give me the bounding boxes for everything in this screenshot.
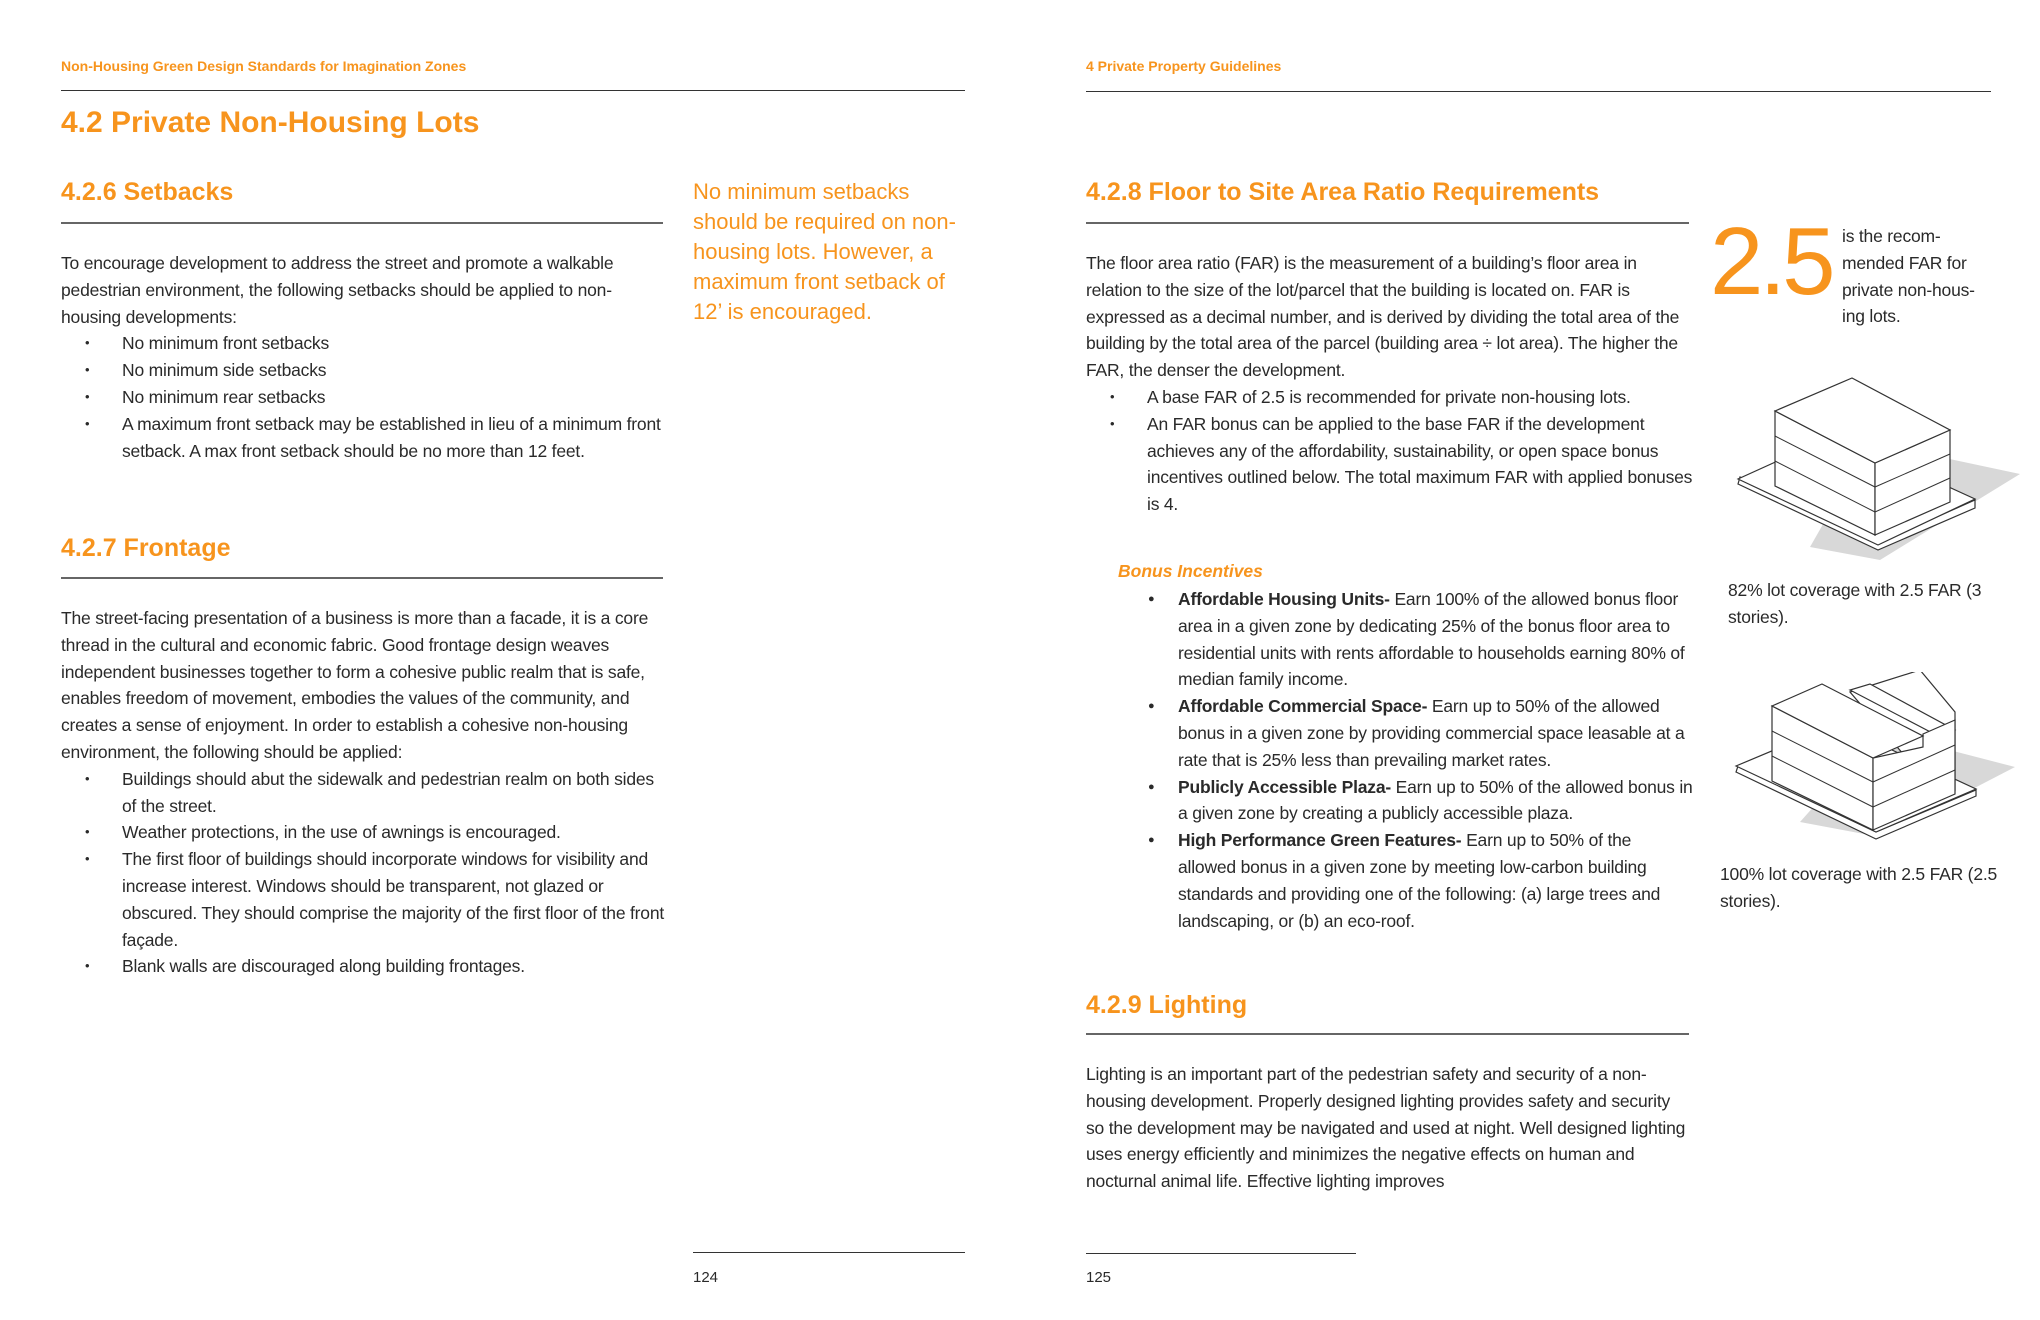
section-rule — [61, 577, 663, 579]
page-title: 4.2 Private Non-Housing Lots — [61, 106, 480, 139]
running-head-left: Non-Housing Green Design Standards for Imagination Zones — [61, 58, 467, 74]
figure2-caption: 100% lot coverage with 2.5 FAR (2.5 stories). — [1720, 864, 1998, 911]
bonus-label: Affordable Commercial Space- — [1178, 696, 1428, 717]
far-body — [1086, 250, 1694, 518]
header-rule — [1086, 91, 1991, 92]
heading-lighting: 4.2.9 Lighting — [1086, 991, 1248, 1019]
list-item: • Buildings should abut the sidewalk and pedestrian realm on both sides of the street. — [61, 766, 669, 820]
setbacks-intro: To encourage development to address the street and promote a walkable pedestrian environment, the following setbacks should be applied to non-housing developments: — [61, 253, 614, 327]
building-diagram-2-5-stories — [1730, 672, 2030, 847]
footer-rule — [693, 1252, 965, 1253]
bonus-label: Affordable Housing Units- — [1178, 589, 1390, 609]
list-item: • A base FAR of 2.5 is recommended for private non-housing lots. — [1086, 384, 1694, 411]
heading-far: 4.2.8 Floor to Site Area Ratio Requirements — [1086, 178, 1600, 206]
bonus-label: Publicly Accessible Plaza- — [1178, 776, 1392, 797]
list-item: • Blank walls are discouraged along building frontages. — [61, 953, 669, 980]
bonus-text: Earn up to 50% of the allowed bonus in a given zone by creating a publicly accessible plaza. — [1178, 776, 1693, 824]
heading-setbacks: 4.2.6 Setbacks — [61, 178, 234, 206]
bonus-text: Earn 100% of the allowed bonus floor area in a given zone by dedicating 25% of the bonus floor area to residential units with rents affordable to households earning 80% of median family income. — [1178, 589, 1685, 690]
list-item: • No minimum front setbacks — [61, 330, 669, 357]
running-head-right: 4 Private Property Guidelines — [1086, 58, 1282, 74]
bonus-list — [1118, 586, 1693, 934]
list-item: • No minimum rear setbacks — [61, 384, 669, 411]
list-item: • The first floor of buildings should incorporate windows for visibility and increase interest. Windows should be transparent, not glazed or obscured. They should comprise the majority of the first floor of the front façade. — [61, 846, 669, 953]
page-number-left: 124 — [693, 1269, 719, 1286]
section-rule — [1086, 1033, 1689, 1035]
list-item: • No minimum side setbacks — [61, 357, 669, 384]
footer-rule — [1086, 1253, 1356, 1254]
page-number-right: 125 — [1086, 1269, 1112, 1286]
bonus-item — [1118, 586, 1693, 693]
frontage-body — [61, 605, 669, 980]
far-intro: The floor area ratio (FAR) is the measurement of a building’s floor area in relation to the size of the lot/parcel that the building is located on. FAR is expressed as a decimal number, and is derived by dividing the total area of the building by the total area of the parcel (building area ÷ lot area). The higher the FAR, the denser the development. — [1086, 253, 1680, 381]
section-rule — [61, 222, 663, 224]
bonus-text: Earn up to 50% of the allowed bonus in a given zone by providing commercial space leasable at a rate that is 25% less than prevailing market rates. — [1178, 696, 1685, 770]
bonus-item — [1118, 693, 1693, 773]
header-rule — [61, 90, 965, 91]
list-item: • Weather protections, in the use of awnings is encouraged. — [61, 819, 669, 846]
building-diagram-3-stories — [1730, 372, 2030, 572]
frontage-intro: The street-facing presentation of a business is more than a facade, it is a core thread in the cultural and economic fabric. Good frontage design weaves independent businesses together to form a cohesive public realm that is safe, enables freedom of movement, embodies the values of the community, and creates a sense of enjoyment. In order to establish a cohesive non-housing environment, the following should be applied: — [61, 608, 649, 762]
bonus-heading: Bonus Incentives — [1118, 561, 1263, 581]
heading-frontage: 4.2.7 Frontage — [61, 534, 231, 562]
far-callout-value: 2.5 — [1710, 208, 1832, 315]
section-rule — [1086, 222, 1689, 224]
pull-quote: No minimum setbacks should be required on non-housing lots. However, a maximum front setback of 12’ is encouraged. — [693, 179, 956, 324]
bonus-item — [1118, 827, 1693, 934]
lighting-body: Lighting is an important part of the pedestrian safety and security of a non-housing development. Properly designed lighting provides safety and security so the development may be navigated and used at night. Well designed lighting uses energy efficiently and minimizes the negative effects on human and nocturnal animal life. Effective lighting improves — [1086, 1064, 1686, 1192]
bonus-label: High Performance Green Features- — [1178, 830, 1462, 851]
bonus-text: Earn up to 50% of the allowed bonus in a given zone by meeting low-carbon building standards and providing one of the following: (a) large trees and landscaping, or (b) an eco-roof. — [1178, 830, 1661, 931]
setbacks-body — [61, 250, 669, 464]
far-callout-text: is the recom-mended FAR for private non-hous-ing lots. — [1842, 226, 1975, 327]
figure1-caption: 82% lot coverage with 2.5 FAR (3 stories). — [1728, 580, 1982, 627]
list-item: • An FAR bonus can be applied to the base FAR if the development achieves any of the affordability, sustainability, or open space bonus incentives outlined below. The total maximum FAR with applied bonuses is 4. — [1086, 411, 1694, 518]
bonus-item — [1118, 774, 1693, 828]
list-item: • A maximum front setback may be established in lieu of a minimum front setback. A max front setback should be no more than 12 feet. — [61, 411, 669, 465]
